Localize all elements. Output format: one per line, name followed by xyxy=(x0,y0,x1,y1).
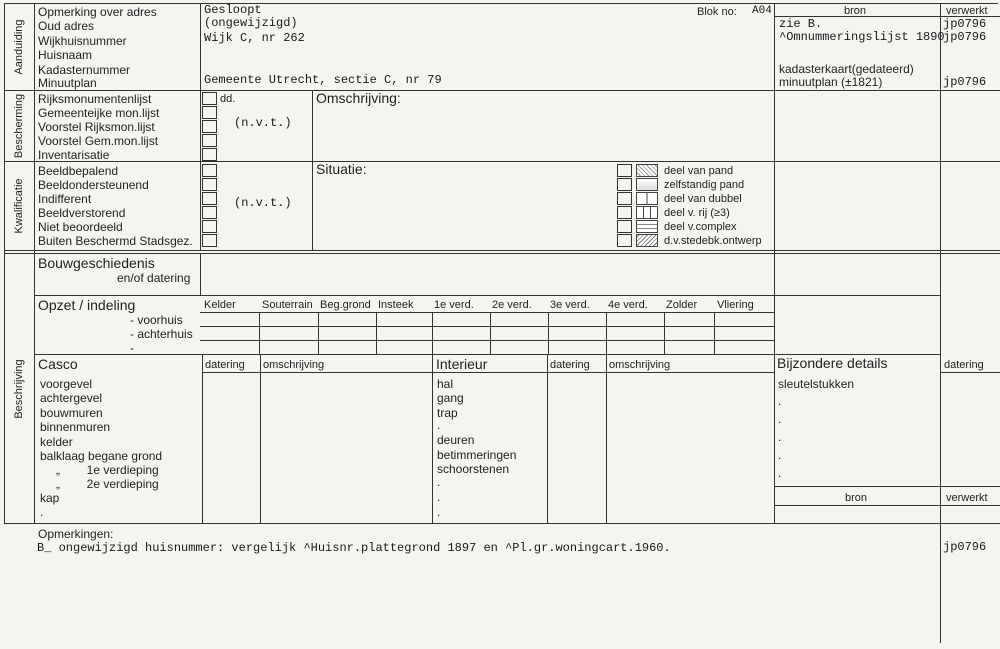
opzet-col-header: Vliering xyxy=(717,299,754,311)
casco-item: kap xyxy=(40,491,60,505)
situatie-option: d.v.stedebk.ontwerp xyxy=(664,235,762,247)
casco-item: voorgevel xyxy=(40,377,93,391)
checkbox[interactable] xyxy=(617,178,632,191)
bescherming-bottom xyxy=(4,161,1000,162)
bron-line: minuutplan (±1821) xyxy=(779,75,883,89)
checkbox-col-left xyxy=(200,90,201,250)
side-label-beschrijving: Beschrijving xyxy=(13,359,25,419)
interieur-item: . xyxy=(437,505,441,519)
bijzondere-item: . xyxy=(778,430,782,444)
field-label: Gemeenteijke mon.lijst xyxy=(38,106,160,120)
bijzondere-label: Bijzondere details xyxy=(777,355,888,371)
interieur-item: deuren xyxy=(437,433,475,447)
opzet-row1 xyxy=(200,312,774,313)
casco-header-line xyxy=(202,372,774,373)
side-label-divider xyxy=(34,3,35,523)
opzet-col-header: 2e verd. xyxy=(492,299,532,311)
checkbox[interactable] xyxy=(202,134,217,147)
bijz-bron-line xyxy=(774,486,1000,487)
bron-col-line xyxy=(774,3,775,523)
bron-header: bron xyxy=(844,5,867,17)
bijzondere-item: . xyxy=(778,412,782,426)
value-kadaster: Gemeente Utrecht, sectie C, nr 79 xyxy=(204,73,442,87)
interieur-omschrijving-col xyxy=(606,354,607,523)
checkbox[interactable] xyxy=(617,164,632,177)
field-label: Kadasternummer xyxy=(38,63,131,77)
interieur-item: betimmeringen xyxy=(437,448,517,462)
side-label-aanduiding: Aanduiding xyxy=(13,19,25,75)
bijzondere-datering-header: datering xyxy=(944,359,984,371)
interieur-item: . xyxy=(437,475,441,489)
checkbox[interactable] xyxy=(617,206,632,219)
interieur-item: . xyxy=(437,418,441,432)
bijzondere-item: . xyxy=(778,394,782,408)
checkbox[interactable] xyxy=(202,92,217,105)
blok-label: Blok no: xyxy=(697,6,737,18)
opmerkingen-label: Opmerkingen: xyxy=(38,527,114,541)
opzet-row-label: - voorhuis xyxy=(130,313,183,327)
casco-item: binnenmuren xyxy=(40,420,111,434)
opzet-col-sep xyxy=(259,312,260,354)
casco-item: bouwmuren xyxy=(40,406,103,420)
opzet-col-header: Insteek xyxy=(378,299,414,311)
checkbox[interactable] xyxy=(202,164,217,177)
aanduiding-bottom xyxy=(4,90,1000,91)
omschrijving-label: Omschrijving: xyxy=(316,90,401,106)
value-opmerking: Gesloopt xyxy=(204,3,262,17)
casco-datering-header: datering xyxy=(205,359,245,371)
opzet-col-header: Souterrain xyxy=(262,299,313,311)
deel-van-pand-icon xyxy=(636,164,658,177)
casco-item: „ 1e verdieping xyxy=(56,463,159,477)
field-label: Voorstel Rijksmon.lijst xyxy=(38,120,155,134)
opzet-col-header: 3e verd. xyxy=(550,299,590,311)
situatie-label: Situatie: xyxy=(316,161,367,177)
situatie-option: zelfstandig pand xyxy=(664,179,745,191)
bron-line: kadasterkaart(gedateerd) xyxy=(779,62,914,76)
bijz-bron-line2 xyxy=(774,505,1000,506)
side-label-kwalificatie: Kwalificatie xyxy=(13,178,25,234)
casco-item: balklaag begane grond xyxy=(40,449,163,463)
bijzondere-item: sleutelstukken xyxy=(778,377,855,391)
opzet-col-sep xyxy=(664,312,665,354)
opzet-col-header: Beg.grond xyxy=(320,299,371,311)
opzet-label: Opzet / indeling xyxy=(38,297,136,313)
field-label: Beeldondersteunend xyxy=(38,178,149,192)
checkbox[interactable] xyxy=(202,192,217,205)
opmerkingen-code: jp0796 xyxy=(943,540,987,554)
bouwgeschiedenis-label: Bouwgeschiedenis xyxy=(38,255,155,271)
interieur-datering-col xyxy=(547,354,548,523)
bijz-header-line xyxy=(940,372,1000,373)
bijzondere-item: . xyxy=(778,466,782,480)
field-label: Beeldverstorend xyxy=(38,206,126,220)
blok-value: A04 xyxy=(752,5,772,17)
nvt-kwalificatie: (n.v.t.) xyxy=(234,196,292,210)
checkbox[interactable] xyxy=(617,220,632,233)
checkbox[interactable] xyxy=(202,206,217,219)
deel-van-dubbel-icon xyxy=(636,192,658,205)
bron-line: zie B. xyxy=(779,17,823,31)
field-label: Oud adres xyxy=(38,19,95,33)
bouwgeschiedenis-bottom xyxy=(34,295,940,296)
value-oud-adres: (ongewijzigd) xyxy=(204,16,298,30)
opzet-row-label: - xyxy=(130,341,134,355)
deel-v-rij-icon xyxy=(636,206,658,219)
nvt-bescherming: (n.v.t.) xyxy=(234,116,292,130)
opzet-col-sep xyxy=(714,312,715,354)
interieur-item: . xyxy=(437,490,441,504)
checkbox[interactable] xyxy=(617,192,632,205)
field-label: Niet beoordeeld xyxy=(38,220,123,234)
side-label-bescherming: Bescherming xyxy=(13,93,25,159)
verwerkt-code: jp0796 xyxy=(943,30,987,44)
field-label: Buiten Beschermd Stadsgez. xyxy=(38,234,193,248)
casco-datering-col xyxy=(202,354,203,523)
opzet-row3 xyxy=(200,340,774,341)
verwerkt-code: jp0796 xyxy=(943,75,987,89)
checkbox[interactable] xyxy=(202,234,217,247)
value-wijkhuisnummer: Wijk C, nr 262 xyxy=(204,31,305,45)
opzet-col-header: 4e verd. xyxy=(608,299,648,311)
verwerkt-col-line xyxy=(940,3,941,643)
casco-omschrijving-header: omschrijving xyxy=(263,359,325,371)
casco-item: . xyxy=(40,505,44,519)
casco-item: kelder xyxy=(40,435,73,449)
opmerkingen-text: B_ ongewijzigd huisnummer: vergelijk ^Huisnr.plattegrond 1897 en ^Pl.gr.woningcart.1960. xyxy=(37,541,671,555)
field-label: Rijksmonumentenlijst xyxy=(38,92,152,106)
verwerkt-header: verwerkt xyxy=(946,5,988,17)
situatie-option: deel van pand xyxy=(664,165,734,177)
opzet-col-sep xyxy=(318,312,319,354)
dd-label: dd. xyxy=(220,93,236,105)
opzet-col-sep xyxy=(376,312,377,354)
opzet-row2 xyxy=(200,326,774,327)
bijzondere-item: . xyxy=(778,448,782,462)
situatie-option: deel v. rij (≥3) xyxy=(664,207,730,219)
situatie-option: deel van dubbel xyxy=(664,193,742,205)
bron-line: ^Omnummeringslijst 1890 xyxy=(779,30,945,44)
opzet-col-sep xyxy=(432,312,433,354)
opzet-col-sep xyxy=(548,312,549,354)
situatie-option: deel v.complex xyxy=(664,221,737,233)
checkbox[interactable] xyxy=(202,220,217,233)
opzet-col-header: Zolder xyxy=(666,299,698,311)
interieur-item: hal xyxy=(437,377,454,391)
field-label: Huisnaam xyxy=(38,48,93,62)
opzet-col-sep xyxy=(490,312,491,354)
checkbox[interactable] xyxy=(202,178,217,191)
kwalificatie-bottom-double xyxy=(4,253,1000,254)
nvt-col-right xyxy=(312,90,313,250)
casco-item: „ 2e verdieping xyxy=(56,477,159,491)
casco-omschrijving-col xyxy=(260,354,261,523)
field-label: Voorstel Gem.mon.lijst xyxy=(38,134,159,148)
field-label: Inventarisatie xyxy=(38,148,110,162)
checkbox[interactable] xyxy=(202,148,217,161)
checkbox[interactable] xyxy=(202,106,217,119)
left-border xyxy=(4,3,5,523)
verwerkt-header-lower: verwerkt xyxy=(946,492,988,504)
kwalificatie-bottom xyxy=(4,250,1000,251)
field-label: Opmerking over adres xyxy=(38,5,157,19)
bron-header-lower: bron xyxy=(845,492,868,504)
interieur-col xyxy=(432,354,433,523)
interieur-datering-header: datering xyxy=(550,359,590,371)
interieur-label: Interieur xyxy=(436,356,488,372)
stedebouwkundig-ontwerp-icon xyxy=(636,234,658,247)
field-label: Wijkhuisnummer xyxy=(38,34,127,48)
interieur-omschrijving-header: omschrijving xyxy=(609,359,671,371)
casco-item: achtergevel xyxy=(40,391,103,405)
opzet-row-label: - achterhuis xyxy=(130,327,193,341)
checkbox[interactable] xyxy=(617,234,632,247)
beschrijving-bottom xyxy=(4,523,1000,524)
checkbox[interactable] xyxy=(202,120,217,133)
interieur-item: schoorstenen xyxy=(437,462,510,476)
deel-v-complex-icon xyxy=(636,220,658,233)
aanduiding-divider xyxy=(200,3,201,90)
field-label: Beeldbepalend xyxy=(38,164,119,178)
bouwgeschiedenis-divider xyxy=(200,253,201,295)
opzet-col-sep xyxy=(606,312,607,354)
field-label: Indifferent xyxy=(38,192,92,206)
casco-label: Casco xyxy=(38,356,78,372)
interieur-item: trap xyxy=(437,406,458,420)
opzet-col-header: 1e verd. xyxy=(434,299,474,311)
interieur-item: gang xyxy=(437,391,464,405)
verwerkt-code: jp0796 xyxy=(943,17,987,31)
field-label: Minuutplan xyxy=(38,76,97,90)
opzet-col-header: Kelder xyxy=(204,299,236,311)
zelfstandig-pand-icon xyxy=(636,178,658,191)
datering-sublabel: en/of datering xyxy=(117,271,191,285)
